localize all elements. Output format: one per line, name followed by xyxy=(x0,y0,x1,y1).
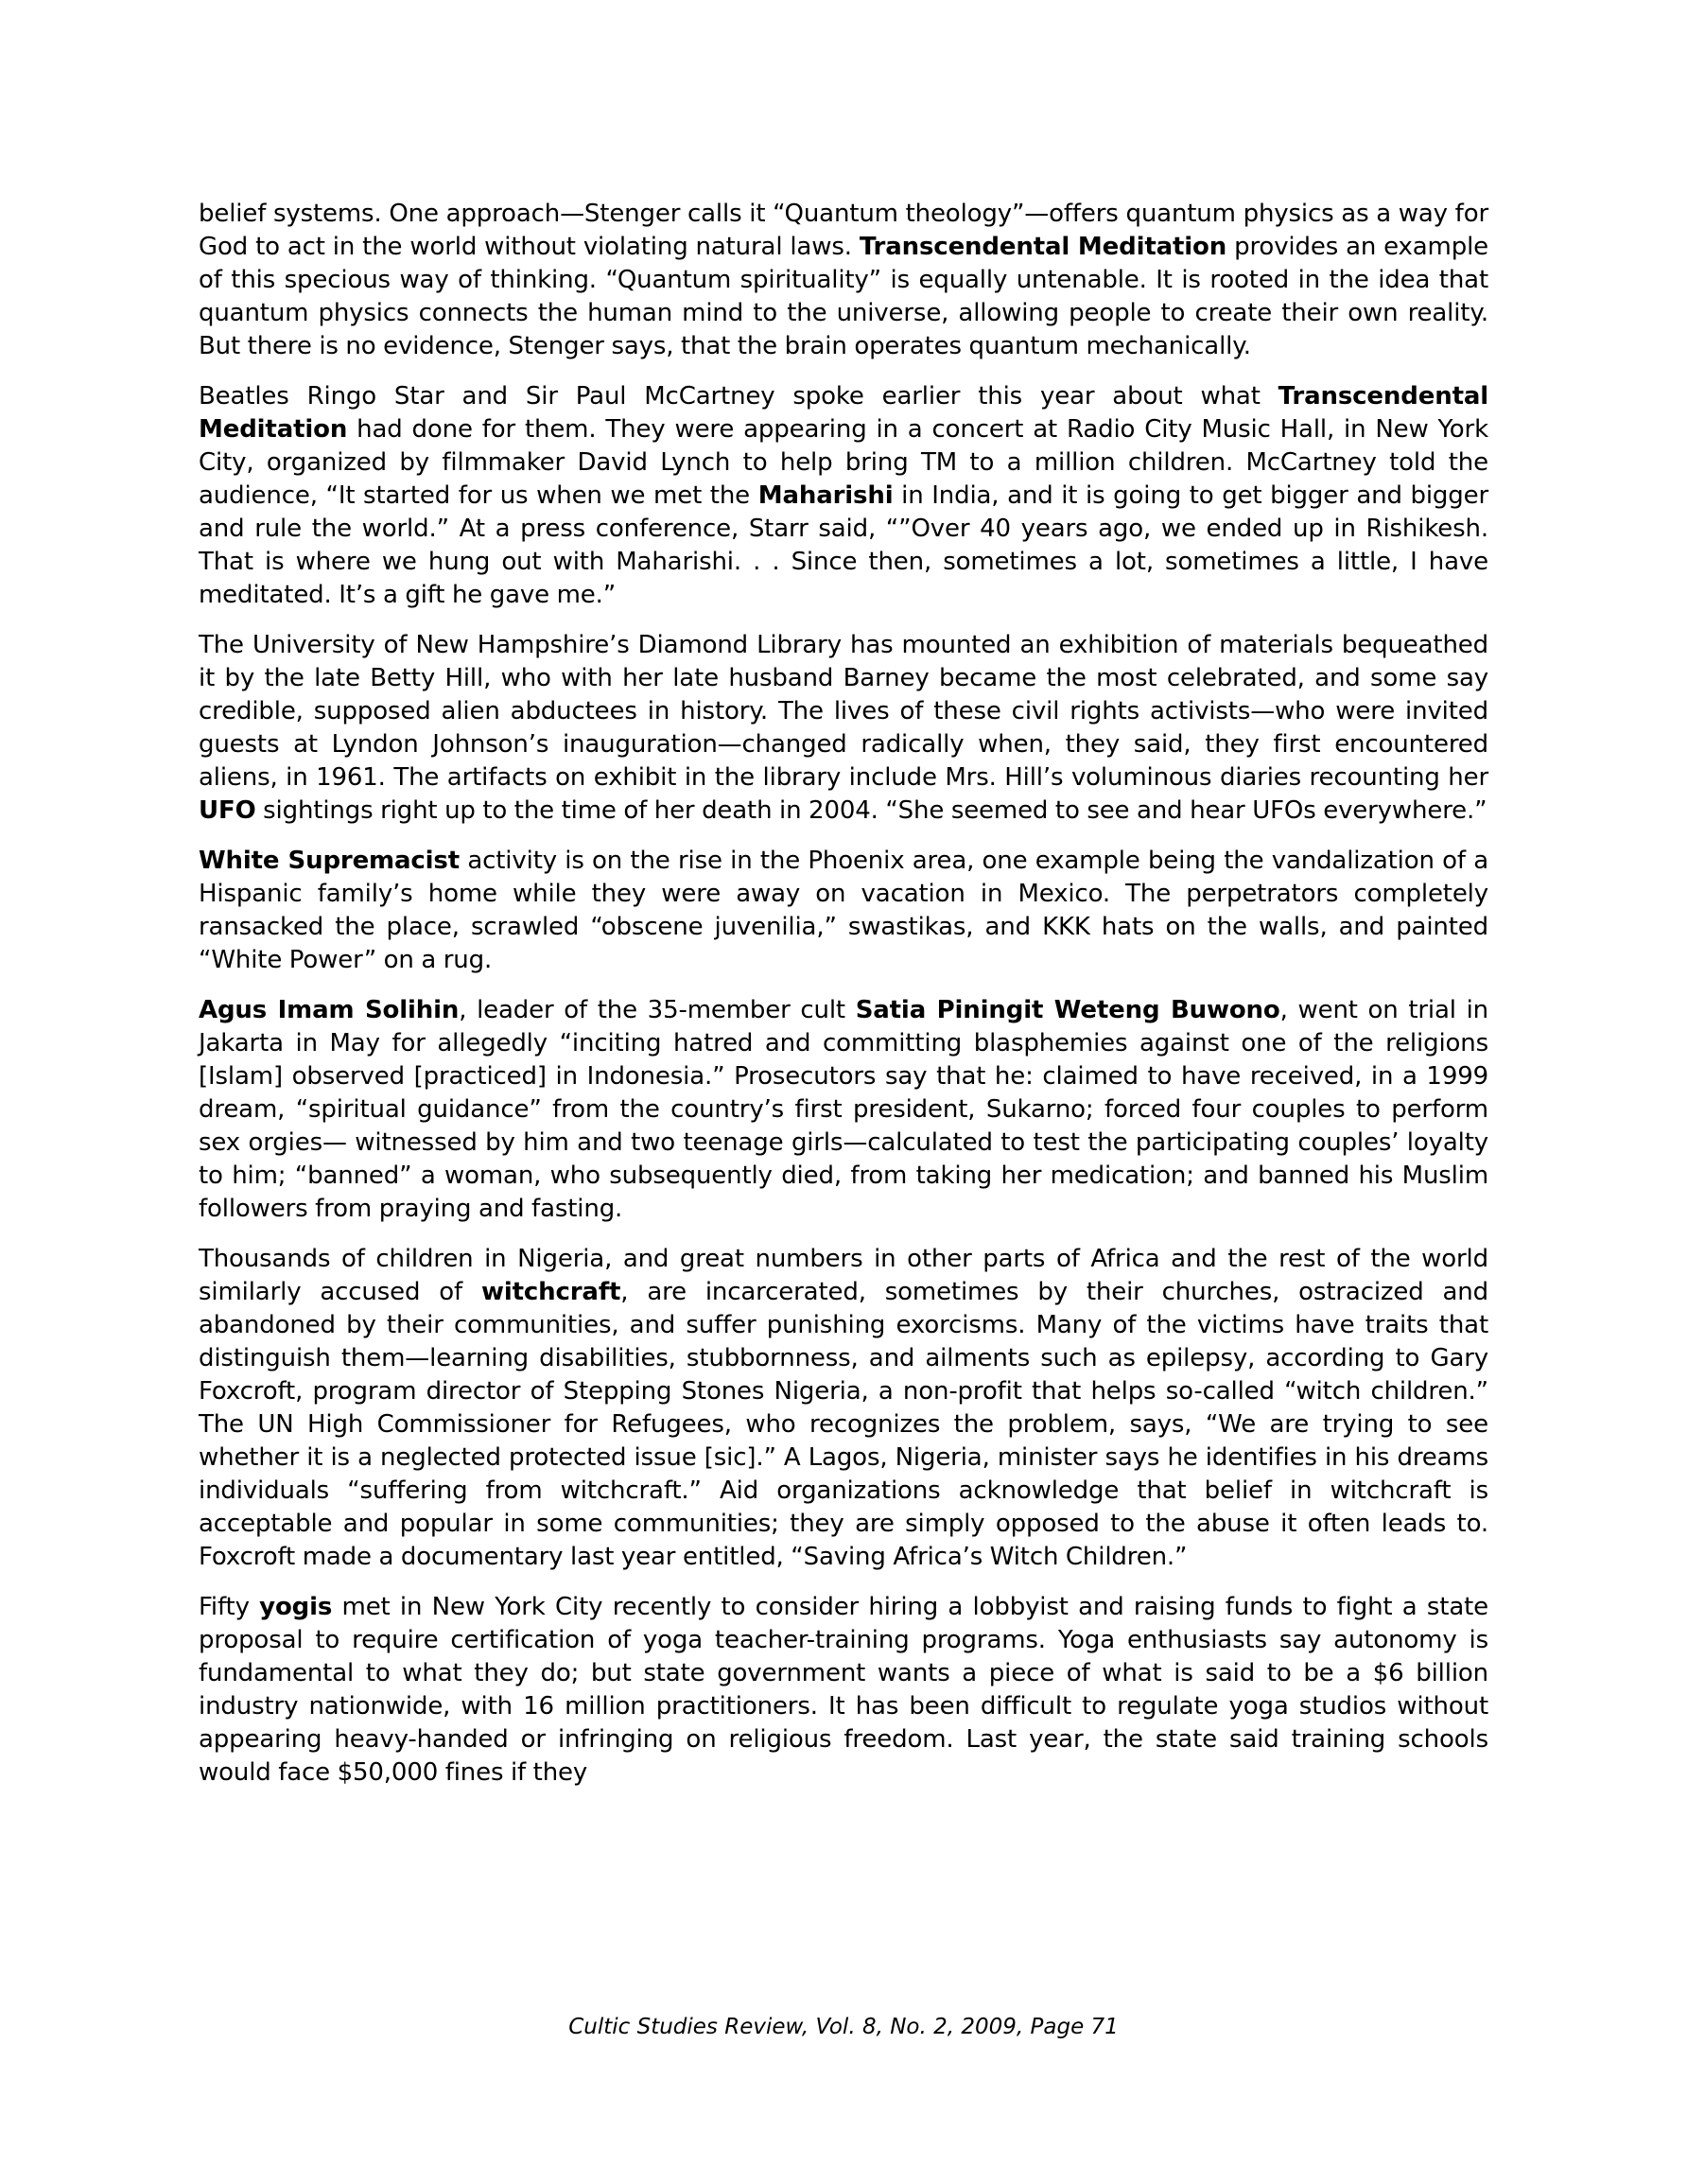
text-run: belief systems. One approach—Stenger calls it “Quantum theology”—offers quantum physics as a way for God to act in the world without violating natural laws. xyxy=(199,200,1488,261)
paragraph-agus-imam-solihin xyxy=(199,994,1488,1226)
text-run: Thousands of children in Nigeria, and great numbers in other parts of Africa and the rest of the world similarly accused of xyxy=(199,1245,1488,1306)
bold-term-transcendental-meditation: Transcendental Meditation xyxy=(859,233,1227,261)
text-run: Beatles Ringo Star and Sir Paul McCartney spoke earlier this year about what xyxy=(199,382,1278,411)
text-run: Fifty xyxy=(199,1593,260,1621)
paragraph-beatles-tm xyxy=(199,380,1488,612)
text-run: , leader of the 35-member cult xyxy=(459,996,856,1024)
text-run: The University of New Hampshire’s Diamond Library has mounted an exhibition of materials bequeathed it by the late Betty Hill, who with her late husband Barney became the most celebrated, and some say credible, supposed alien abductees in history. The lives of these civil rights activists—who were invited guests at Lyndon Johnson’s inauguration—changed radically when, they said, they first encountered aliens, in 1961. The artifacts on exhibit in the library include Mrs. Hill’s voluminous diaries recounting her xyxy=(199,631,1488,792)
page-footer: Cultic Studies Review, Vol. 8, No. 2, 2009, Page 71 xyxy=(568,2015,1119,2039)
bold-term-white-supremacist: White Supremacist xyxy=(199,847,461,875)
text-run: sightings right up to the time of her death in 2004. “She seemed to see and hear UFOs everywhere.” xyxy=(255,796,1487,825)
text-run: had done for them. They were appearing in a concert at Radio City Music Hall, in New York City, organized by filmmaker David Lynch to help bring TM to a million children. McCartney told the audience, “It started for us when we met the xyxy=(199,415,1488,510)
bold-term-agus-imam-solihin: Agus Imam Solihin xyxy=(199,996,460,1024)
paragraph-betty-hill-ufo xyxy=(199,629,1488,828)
bold-term-maharishi: Maharishi xyxy=(757,481,894,510)
text-run: provides an example of this specious way of thinking. “Quantum spirituality” is equally untenable. It is rooted in the idea that quantum physics connects the human mind to the universe, allowing people to create their own reality. But there is no evidence, Stenger says, that the brain operates quantum mechanically. xyxy=(199,233,1489,360)
bold-term-ufo: UFO xyxy=(199,796,256,825)
bold-term-transcendental-meditation: Transcendental Meditation xyxy=(199,382,1488,444)
text-run: activity is on the rise in the Phoenix area, one example being the vandalization of a Hispanic family’s home while they were away on vacation in Mexico. The perpetrators completely ransacked the place, scrawled “obscene juvenilia,” swastikas, and KKK hats on the walls, and painted “White Power” on a rug. xyxy=(199,847,1488,974)
text-run: , are incarcerated, sometimes by their churches, ostracized and abandoned by their communities, and suffer punishing exorcisms. Many of the victims have traits that distinguish them—learning disabilities, stubbornness, and ailments such as epilepsy, according to Gary Foxcroft, program director of Stepping Stones Nigeria, a non-profit that helps so-called “witch children.” The UN High Commissioner for Refugees, who recognizes the problem, says, “We are trying to see whether it is a neglected protected issue [sic].” A Lagos, Nigeria, minister says he identifies in his dreams individuals “suffering from witchcraft.” Aid organizations acknowledge that belief in witchcraft is acceptable and popular in some communities; they are simply opposed to the abuse it often leads to. Foxcroft made a documentary last year entitled, “Saving Africa’s Witch Children.” xyxy=(199,1278,1488,1571)
article-body xyxy=(199,198,1488,1807)
paragraph-quantum-theology xyxy=(199,198,1488,363)
bold-term-yogis: yogis xyxy=(259,1593,333,1621)
paragraph-white-supremacist xyxy=(199,845,1488,977)
text-run: in India, and it is going to get bigger and bigger and rule the world.” At a press conference, Starr said, “”Over 40 years ago, we ended up in Rishikesh. That is where we hung out with Maharishi. . . Since then, sometimes a lot, sometimes a little, I have meditated. It’s a gift he gave me.” xyxy=(199,481,1488,609)
paragraph-witchcraft-nigeria xyxy=(199,1243,1488,1574)
bold-term-satia-piningit: Satia Piningit Weteng Buwono xyxy=(855,996,1280,1024)
text-run: met in New York City recently to consider hiring a lobbyist and raising funds to fight a state proposal to require certification of yoga teacher-training programs. Yoga enthusiasts say autonomy is fundamental to what they do; but state government wants a piece of what is said to be a $6 billion industry nationwide, with 16 million practitioners. It has been difficult to regulate yoga studios without appearing heavy-handed or infringing on religious freedom. Last year, the state said training schools would face $50,000 fines if they xyxy=(199,1593,1488,1787)
paragraph-yogis xyxy=(199,1591,1488,1790)
text-run: , went on trial in Jakarta in May for allegedly “inciting hatred and committing blasphemies against one of the religions [Islam] observed [practiced] in Indonesia.” Prosecutors say that he: claimed to have received, in a 1999 dream, “spiritual guidance” from the country’s first president, Sukarno; forced four couples to perform sex orgies— witnessed by him and two teenage girls—calculated to test the participating couples’ loyalty to him; “banned” a woman, who subsequently died, from taking her medication; and banned his Muslim followers from praying and fasting. xyxy=(199,996,1488,1223)
bold-term-witchcraft: witchcraft xyxy=(480,1278,621,1306)
